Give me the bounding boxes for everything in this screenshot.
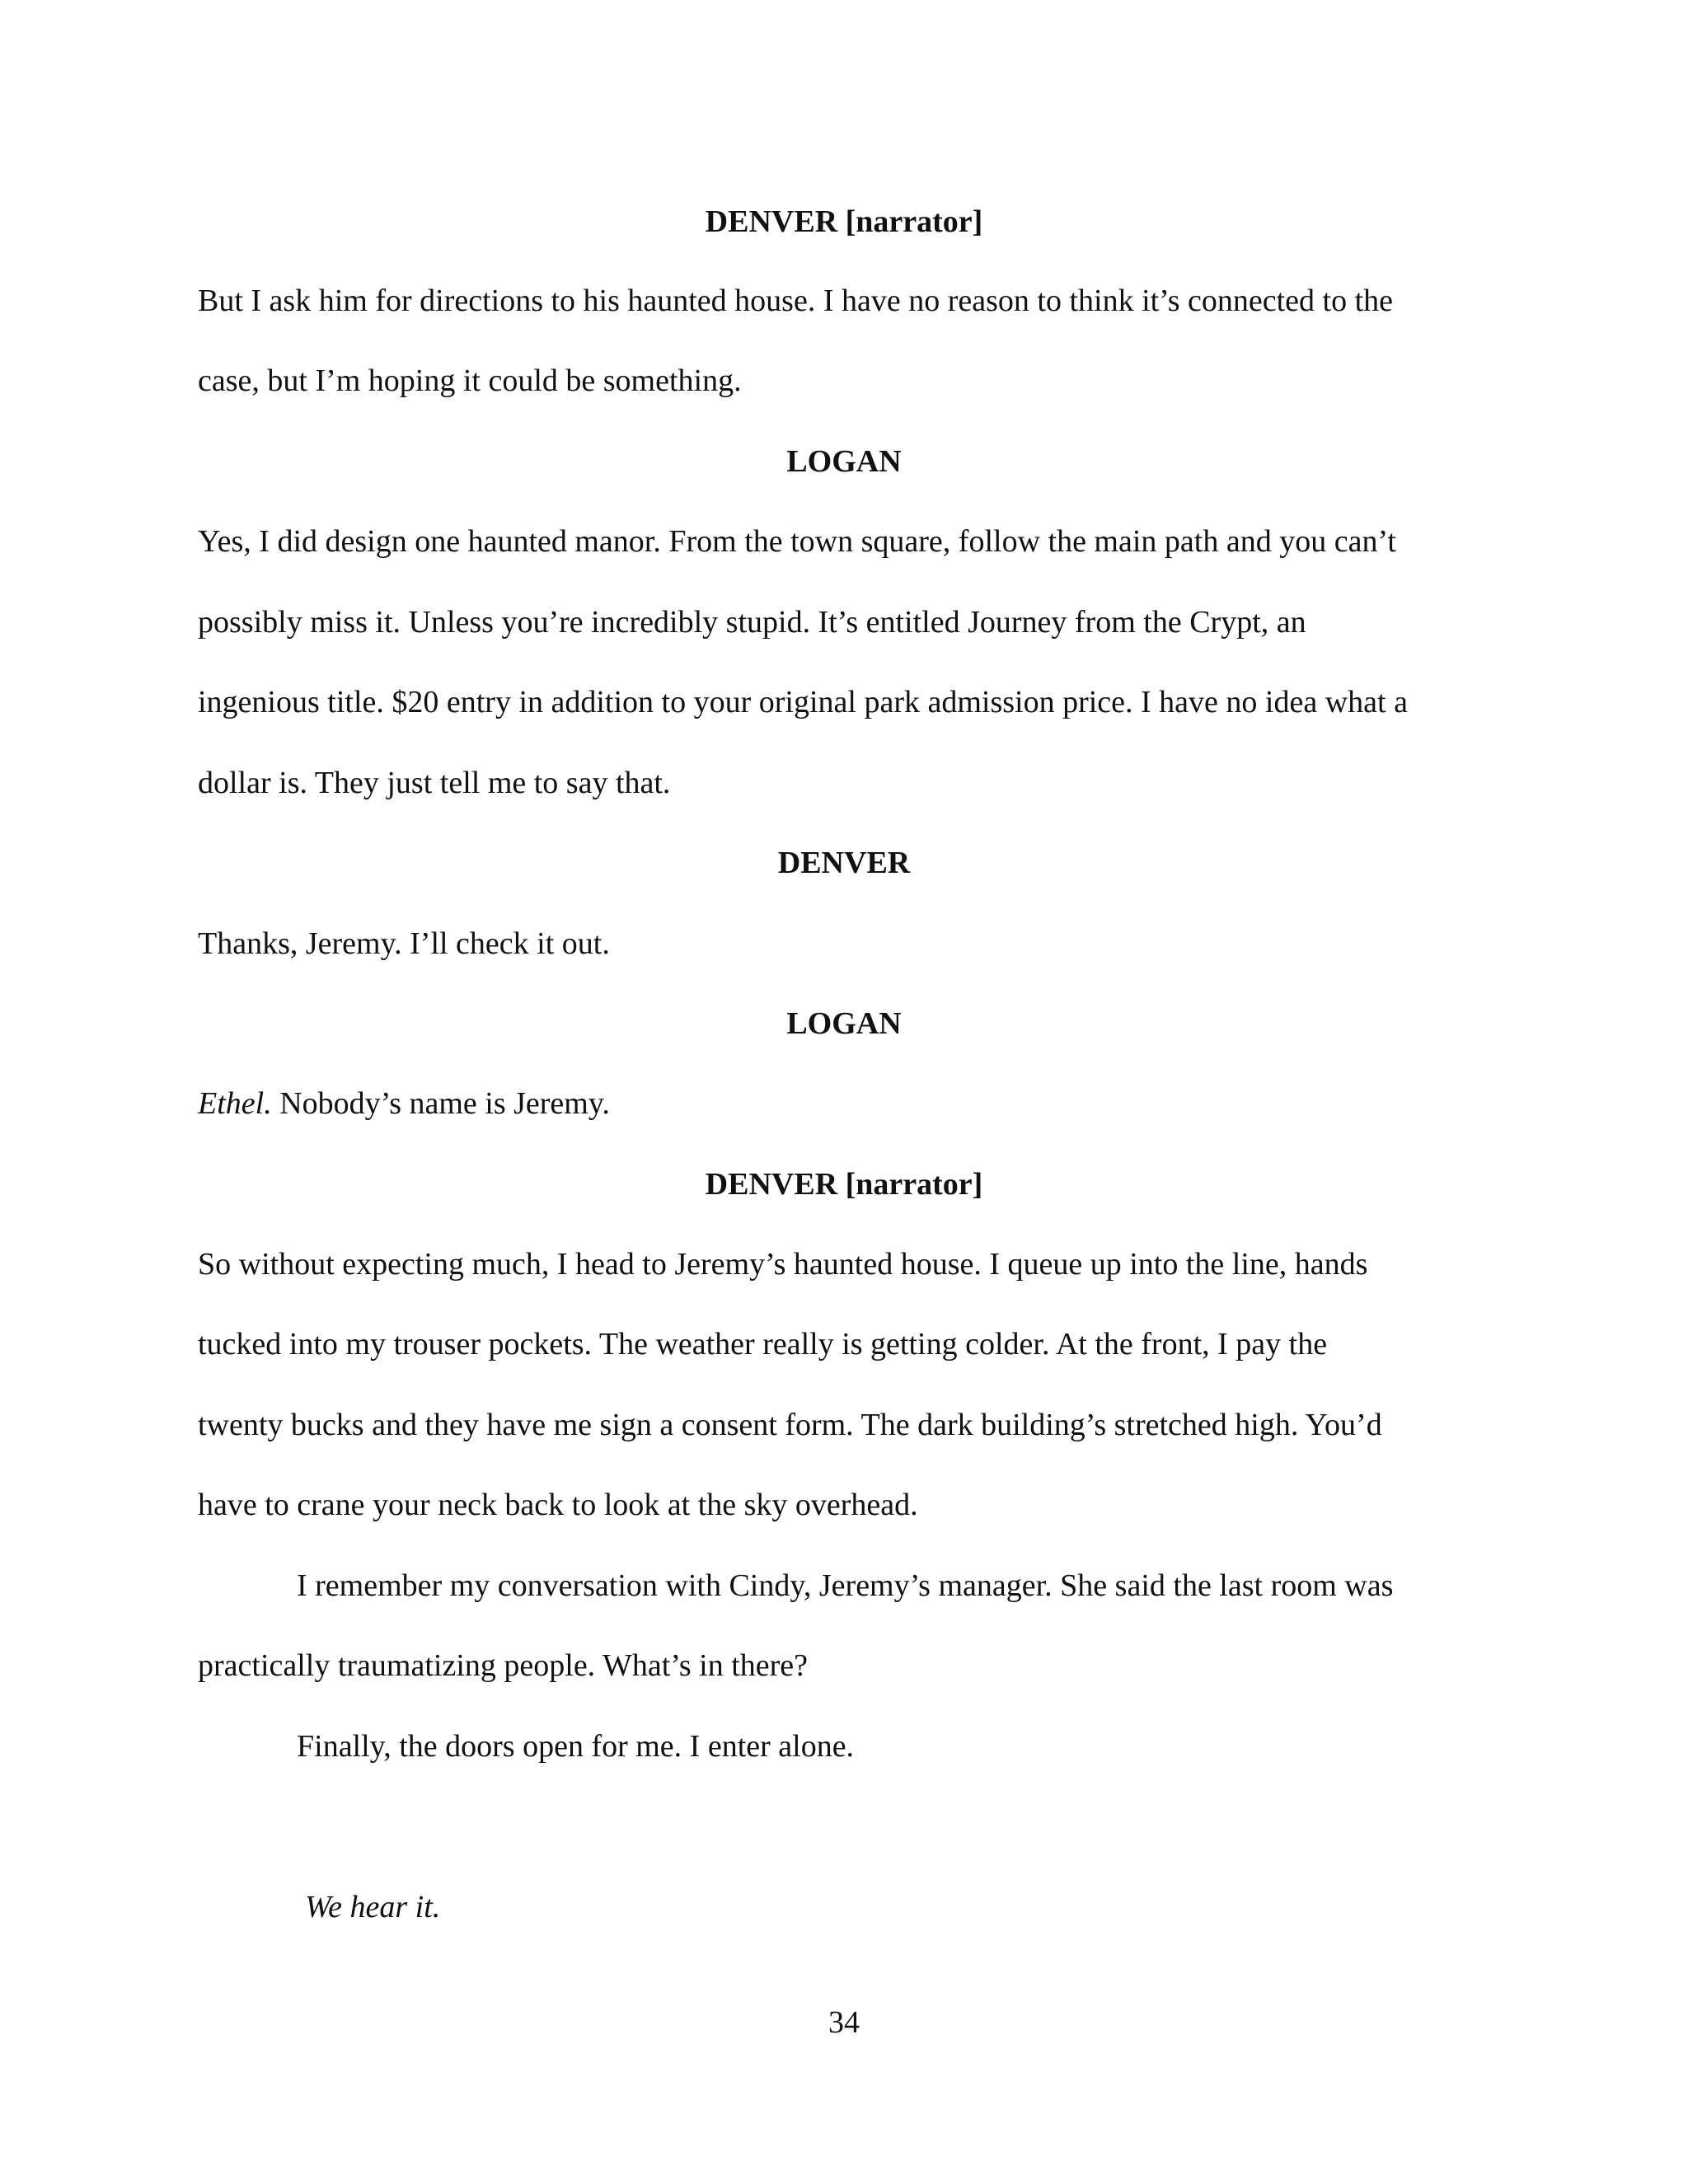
speaker-heading: DENVER: [777, 846, 911, 880]
italic-name: Ethel.: [198, 1086, 272, 1121]
speaker-heading: DENVER [narrator]: [705, 1167, 983, 1202]
paragraph-line: have to crane your neck back to look at the sky overhead.: [198, 1488, 918, 1522]
paragraph-line: Thanks, Jeremy. I’ll check it out.: [198, 926, 610, 961]
paragraph-line: [198, 1088, 610, 1119]
paragraph-line: But I ask him for directions to his haunted house. I have no reason to think it’s connected to the: [198, 284, 1394, 318]
paragraph-line: practically traumatizing people. What’s in there?: [198, 1648, 808, 1683]
italic-direction: We hear it.: [305, 1890, 441, 1924]
paragraph-line: ingenious title. $20 entry in addition to your original park admission price. I have no idea what a: [198, 685, 1408, 719]
paragraph-line: Finally, the doors open for me. I enter alone.: [297, 1729, 855, 1764]
paragraph-line: dollar is. They just tell me to say that.: [198, 766, 671, 800]
paragraph-line: Yes, I did design one haunted manor. From the town square, follow the main path and you can’t: [198, 524, 1396, 559]
paragraph-line: twenty bucks and they have me sign a consent form. The dark building’s stretched high. You’d: [198, 1408, 1382, 1442]
page-number: 34: [828, 2005, 860, 2040]
paragraph-line: I remember my conversation with Cindy, Jeremy’s manager. She said the last room was: [297, 1568, 1394, 1603]
paragraph-line: case, but I’m hoping it could be something.: [198, 363, 742, 398]
speaker-heading: DENVER [narrator]: [705, 204, 983, 239]
speaker-heading: LOGAN: [786, 444, 902, 479]
paragraph-line: So without expecting much, I head to Jeremy’s haunted house. I queue up into the line, hands: [198, 1247, 1368, 1282]
speaker-heading: LOGAN: [786, 1006, 902, 1041]
paragraph-line: tucked into my trouser pockets. The weather really is getting colder. At the front, I pay the: [198, 1327, 1328, 1361]
paragraph-line: possibly miss it. Unless you’re incredibly stupid. It’s entitled Journey from the Crypt, an: [198, 605, 1306, 640]
line-text: Nobody’s name is Jeremy.: [271, 1086, 610, 1121]
